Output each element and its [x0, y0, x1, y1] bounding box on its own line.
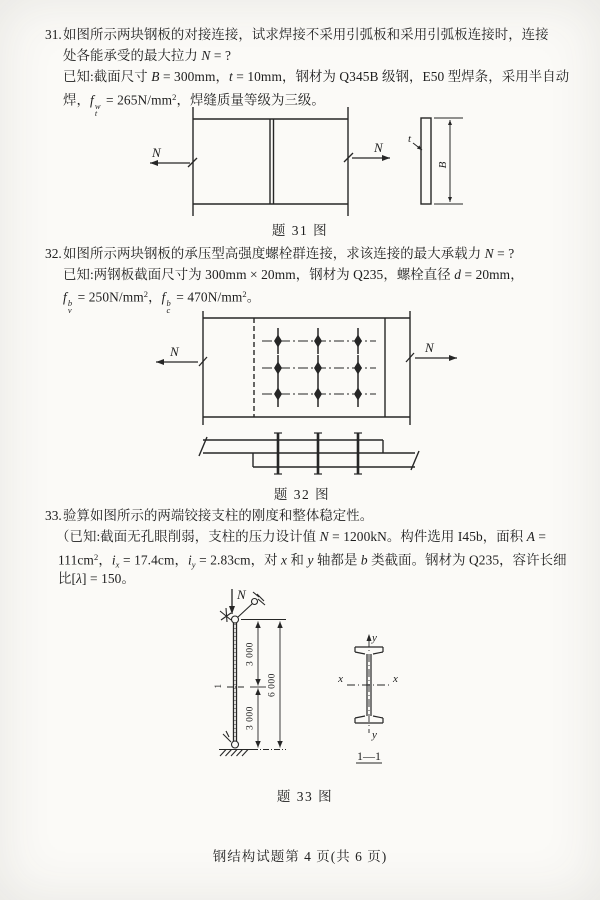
question-32-line-1: 如图所示两块钢板的承压型高强度螺栓群连接，求该连接的最大承载力 N = ?: [63, 246, 515, 261]
force-label-n-left: N: [170, 344, 179, 359]
plate-edge-view: [421, 118, 431, 204]
x-axis-label-right: x: [393, 673, 398, 685]
question-33-line-2: （已知:截面无孔眼削弱，支柱的压力设计值 N = 1200kN。构件选用 I45b，面积 A =: [56, 529, 547, 544]
dimension-upper: 3 000: [245, 642, 256, 666]
question-31-line-4: 焊，f w t = $265N/mm^2$，焊缝质量等级为三级。: [63, 92, 325, 118]
figure-32-bolted-joint-diagram: [128, 306, 492, 478]
question-32-line-3: f b v = $250N/mm^2$，f b c = $470N/mm^2$。: [63, 289, 261, 315]
question-33-number: 33.: [45, 508, 62, 523]
page-footer: 钢结构试题第 4 页(共 6 页): [212, 849, 388, 864]
figure-31-caption: 题 31 图: [271, 223, 329, 238]
bolt-symbols: [274, 328, 362, 407]
x-axis-label-left: x: [338, 673, 343, 685]
bottom-pin-support: [219, 731, 252, 756]
y-axis-label-top: y: [372, 632, 377, 644]
figure-32-caption: 题 32 图: [273, 487, 331, 502]
section-label: 1—1: [357, 749, 381, 763]
y-axis-arrow: [367, 634, 372, 641]
dimension-total: 6 000: [267, 673, 278, 697]
figure-31-butt-weld-diagram: [128, 104, 480, 222]
thickness-label-t: t: [408, 133, 412, 145]
question-33-line-3: $111cm^2$，$i_x = 17.4cm$，$i_y = 2.83cm$，对 x 和 y 轴都是 b 类截面。钢材为 Q235，容许长细: [58, 552, 567, 570]
load-label-n: N: [237, 587, 246, 602]
question-33-line-1: 验算如图所示的两端铰接支柱的刚度和整体稳定性。: [63, 508, 374, 523]
question-31-line-1: 如图所示两块钢板的对接连接，试求焊接不采用引弧板和采用引弧板连接时，连接: [63, 27, 549, 42]
plate-plan-view: [193, 107, 348, 216]
question-32-number: 32.: [45, 246, 62, 261]
question-31-line-3: 已知:截面尺寸 B = 300mm，t = 10mm，钢材为 Q345B 级钢，E50 型焊条，采用半自动: [63, 69, 570, 84]
question-31-line-2: 处各能承受的最大拉力 N = ?: [63, 48, 231, 63]
lap-joint-side-view: [199, 433, 419, 474]
width-label-b: B: [437, 161, 449, 169]
question-33-line-4: 比[λ] = 150。: [58, 571, 135, 586]
figure-33-column-diagram: [193, 586, 413, 778]
question-31-number: 31.: [45, 27, 62, 42]
section-cut-mark: 1: [214, 683, 224, 689]
dimension-lower: 3 000: [245, 706, 256, 730]
width-dimension: [434, 118, 463, 204]
column-shaft: [234, 623, 237, 741]
force-label-n-right: N: [374, 140, 383, 155]
force-arrows: [156, 353, 457, 366]
i-section-view: [337, 632, 398, 763]
force-label-n-left: N: [152, 145, 161, 160]
question-32-line-2: 已知:两钢板截面尺寸为 300mm × 20mm，钢材为 Q235，螺栓直径 d = 20mm，: [63, 267, 524, 282]
y-axis-label-bottom: y: [372, 729, 377, 741]
figure-33-caption: 题 33 图: [276, 789, 334, 804]
force-label-n-right: N: [425, 340, 434, 355]
